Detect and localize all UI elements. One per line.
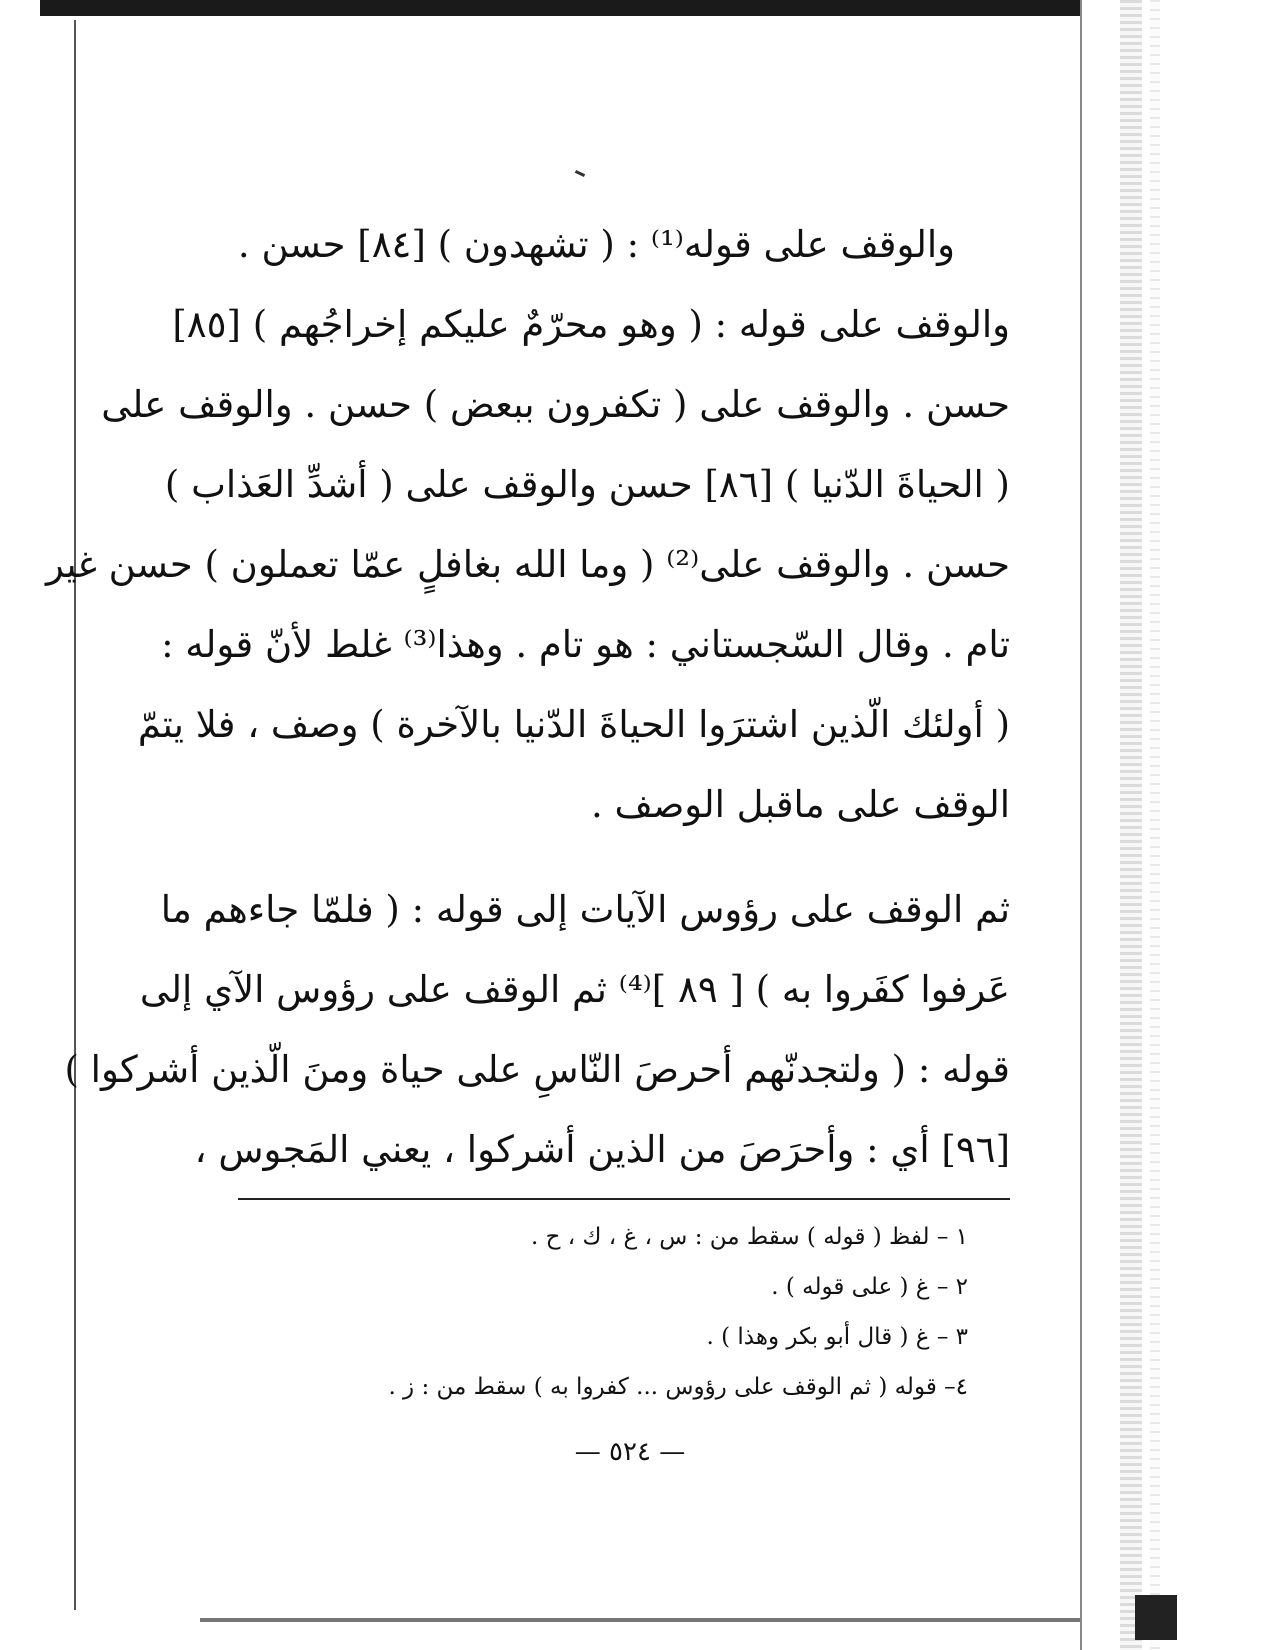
scan-binding-strip-outer <box>1150 0 1160 1650</box>
text-line: [٩٦] أي : وأحرَصَ من الذين أشركوا ، يعني المَجوس ، <box>194 1128 1010 1171</box>
scan-binding-strip <box>1120 0 1142 1650</box>
page-number: — ٥٢٤ — <box>574 1437 686 1467</box>
text-line: والوقف على قوله : ( وهو محرّمٌ عليكم إخراجُهم ) [٨٥] <box>172 303 1010 346</box>
text-line: والوقف على قوله⁽¹⁾ : ( تشهدون ) [٨٤] حسن . <box>237 223 955 266</box>
text-line: ثم الوقف على رؤوس الآيات إلى قوله : ( فلمّا جاءهم ما <box>160 888 1010 931</box>
scan-left-margin-line <box>74 20 76 1610</box>
scan-top-edge <box>40 0 1080 16</box>
text-line: عَرفوا كفَروا به ) [ ٨٩ ]⁽⁴⁾ ثم الوقف على رؤوس الآي إلى <box>139 968 1010 1011</box>
text-line: تام . وقال السّجستاني : هو تام . وهذا⁽³⁾ غلط لأنّ قوله : <box>161 623 1010 666</box>
text-line: الوقف على ماقبل الوصف . <box>591 783 1010 826</box>
text-line: ( أولئك الّذين اشترَوا الحياةَ الدّنيا بالآخرة ) وصف ، فلا يتمّ <box>137 703 1010 746</box>
text-line: حسن . والوقف على ( تكفرون ببعض ) حسن . والوقف على <box>101 383 1010 426</box>
footnote: ١ – لفظ ( قوله ) سقط من : س ، غ ، ك ، ح . <box>531 1224 968 1250</box>
text-line: حسن . والوقف على⁽²⁾ ( وما الله بغافلٍ عمّا تعملون ) حسن غير <box>45 543 1010 586</box>
footnote: ٤– قوله ( ثم الوقف على رؤوس ... كفروا به ) سقط من : ز . <box>388 1374 968 1400</box>
text-line: قوله : ( ولتجدنّهم أحرصَ النّاسِ على حياة ومنَ الّذين أشركوا ) <box>64 1048 1010 1091</box>
scan-bottom-edge <box>200 1618 1080 1622</box>
scan-corner-artifact <box>1135 1595 1177 1640</box>
footnotes-block <box>228 1212 968 1412</box>
scan-speck <box>575 170 585 177</box>
text-line: ( الحياةَ الدّنيا ) [٨٦] حسن والوقف على ( أشدِّ العَذاب ) <box>164 463 1010 506</box>
scan-right-margin-line <box>1080 0 1082 1650</box>
main-text-block <box>45 205 1010 1190</box>
footnote-separator <box>238 1198 1010 1200</box>
footnote: ٣ – غ ( قال أبو بكر وهذا ) . <box>706 1324 968 1350</box>
footnote: ٢ – غ ( على قوله ) . <box>771 1274 968 1300</box>
